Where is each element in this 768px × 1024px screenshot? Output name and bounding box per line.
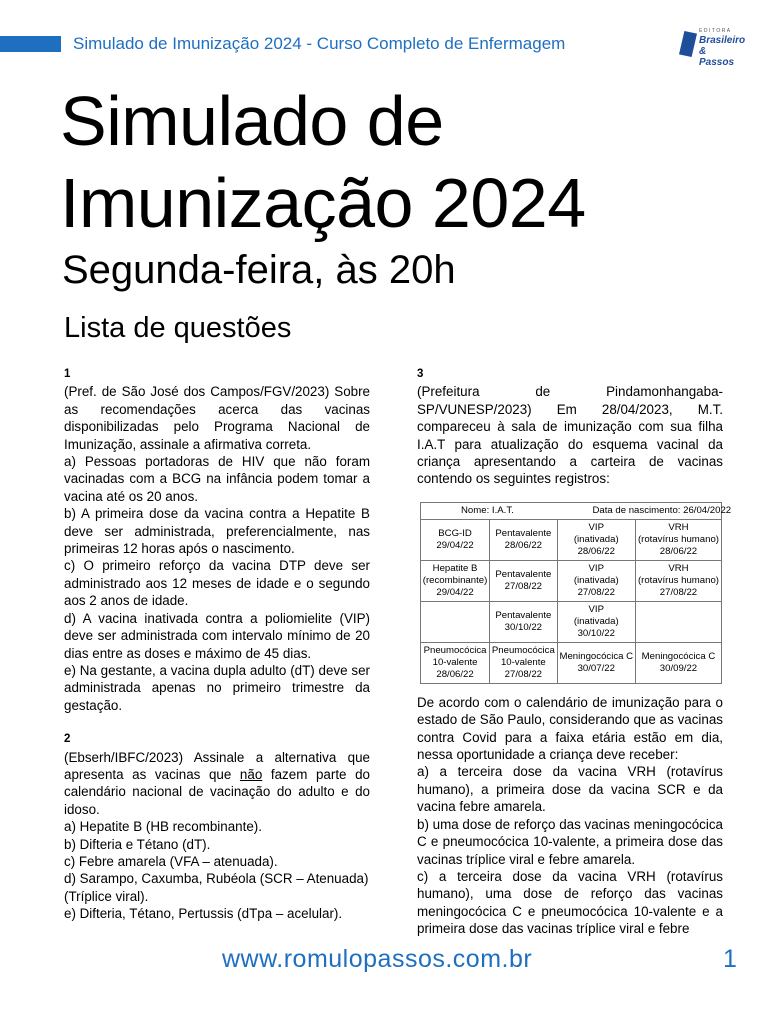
title-line2: Imunização 2024: [60, 164, 586, 242]
table-cell: Pentavalente 30/10/22: [490, 601, 557, 642]
logo-line1: Brasileiro: [699, 35, 746, 46]
header-accent-bar: [0, 36, 61, 52]
section-title: Lista de questões: [64, 312, 292, 344]
option-e: e) Difteria, Tétano, Pertussis (dTpa – acelular).: [64, 906, 343, 922]
question-context: De acordo com o calendário de imunização para o estado de São Paulo, considerando que as vacinas contra Covid para a faixa etária estão em dia, nessa oportunidade a criança deve receber:: [417, 694, 723, 763]
table-cell: [635, 601, 721, 642]
birth-date: Data de nascimento: 26/04/2022: [592, 504, 732, 516]
table-cell: Meningocócica C 30/07/22: [557, 642, 635, 683]
option-b: b) uma dose de reforço das vacinas meningocócica C e pneumocócica 10-valente, a primeira dose das vacinas tríplice viral e febre amarela.: [417, 816, 723, 867]
table-cell: BCG-ID 29/04/22: [421, 519, 490, 560]
option-a: a) a terceira dose da vacina VRH (rotavírus humano), a primeira dose da vacina SCR e da vacina febre amarela.: [417, 764, 723, 815]
option-a: a) Pessoas portadoras de HIV que não foram vacinadas com a BCG na infância podem tomar a vacina até os 20 anos.: [64, 454, 370, 504]
vaccination-card-table: [420, 502, 732, 684]
option-c: c) Febre amarela (VFA – atenuada).: [64, 853, 278, 869]
table-cell: VIP (inativada) 28/06/22: [557, 519, 635, 560]
patient-name: Nome: I.A.T.: [461, 504, 514, 516]
question-3: [417, 366, 732, 938]
question-2: [64, 731, 370, 922]
table-cell: Pentavalente 27/08/22: [490, 560, 557, 601]
running-header: Simulado de Imunização 2024 - Curso Completo de Enfermagem: [73, 34, 566, 53]
stem-part: fazem parte do calendário nacional de vacinação do adulto e do idoso.: [64, 766, 370, 817]
option-b: b) A primeira dose da vacina contra a Hepatite B deve ser administrada, preferencialmente, nas primeiras 12 horas após o nascimento.: [64, 506, 370, 557]
option-d: d) Sarampo, Caxumba, Rubéola (SCR – Atenuada) (Tríplice viral).: [64, 871, 369, 904]
question-number: 2: [64, 733, 71, 746]
table-cell: Hepatite B (recombinante) 29/04/22: [421, 560, 490, 601]
right-column: [417, 366, 732, 938]
left-column: [64, 366, 370, 923]
table-cell: [421, 601, 490, 642]
table-cell: VIP (inativada) 30/10/22: [557, 601, 635, 642]
option-e: e) Na gestante, a vacina dupla adulto (dT) deve ser administrada apenas no primeiro trimestre da gestação.: [64, 662, 370, 713]
question-stem: (Prefeitura de Pindamonhangaba-SP/VUNESP/2023) Em 28/04/2023, M.T. compareceu à sala de imunização com sua filha I.A.T para atualização do esquema vacinal da criança apresentando a carteira de vacinas contendo os seguintes registros:: [417, 384, 723, 487]
table-cell: Pentavalente 28/06/22: [490, 519, 557, 560]
table-header: [421, 502, 732, 519]
option-d: d) A vacina inativada contra a poliomielite (VIP) deve ser administrada com intervalo mínimo de 20 dias entre as doses e máximo de 45 dias.: [64, 610, 370, 661]
table-row: [421, 519, 722, 560]
question-number: 1: [64, 368, 71, 380]
question-stem: (Pref. de São José dos Campos/FGV/2023) Sobre as recomendações acerca das vacinas disponibilizadas pelo Programa Nacional de Imunização, assinale a afirmativa correta.: [64, 384, 370, 452]
table-cell: Meningocócica C 30/09/22: [635, 642, 721, 683]
title-line1: Simulado de: [60, 82, 444, 160]
logo-mark-icon: [679, 31, 697, 57]
table-cell: Pneumocócica 10-valente 28/06/22: [421, 642, 490, 683]
page-number: 1: [723, 945, 737, 973]
table-row: [421, 642, 722, 683]
publisher-logo: [679, 28, 746, 68]
question-stem: [64, 749, 370, 819]
table-cell: VRH (rotavírus humano) 27/08/22: [635, 560, 721, 601]
table-row: [421, 560, 722, 601]
question-number: 3: [417, 368, 424, 380]
table-cell: VIP (inativada) 27/08/22: [557, 560, 635, 601]
page-title: [60, 80, 586, 244]
question-1: [64, 366, 370, 714]
logo-line2: & Passos: [699, 46, 735, 68]
option-a: a) Hepatite B (HB recombinante).: [64, 819, 262, 835]
option-b: b) Difteria e Tétano (dT).: [64, 836, 211, 852]
option-c: c) O primeiro reforço da vacina DTP deve ser administrado aos 12 meses de idade e o segundo aos 2 anos de idade.: [64, 558, 370, 609]
stem-underlined: não: [239, 766, 263, 782]
table-row: [421, 601, 722, 642]
page-subtitle: Segunda-feira, às 20h: [62, 248, 456, 292]
logo-small-text: EDITORA: [699, 28, 732, 34]
table-cell: Pneumocócica 10-valente 27/08/22: [490, 642, 557, 683]
table-cell: VRH (rotavírus humano) 28/06/22: [635, 519, 721, 560]
table-body: [421, 519, 722, 683]
option-c: c) a terceira dose da vacina VRH (rotavírus humano), uma dose de reforço das vacinas meningocócica C e pneumocócica 10-valente e a primeira dose das vacinas tríplice viral e febre: [417, 868, 723, 937]
footer-website-link[interactable]: www.romulopassos.com.br: [222, 945, 533, 973]
stem-part: (Ebserh/IBFC/2023) Assinale a alternativa que apresenta as vacinas que: [64, 749, 370, 782]
